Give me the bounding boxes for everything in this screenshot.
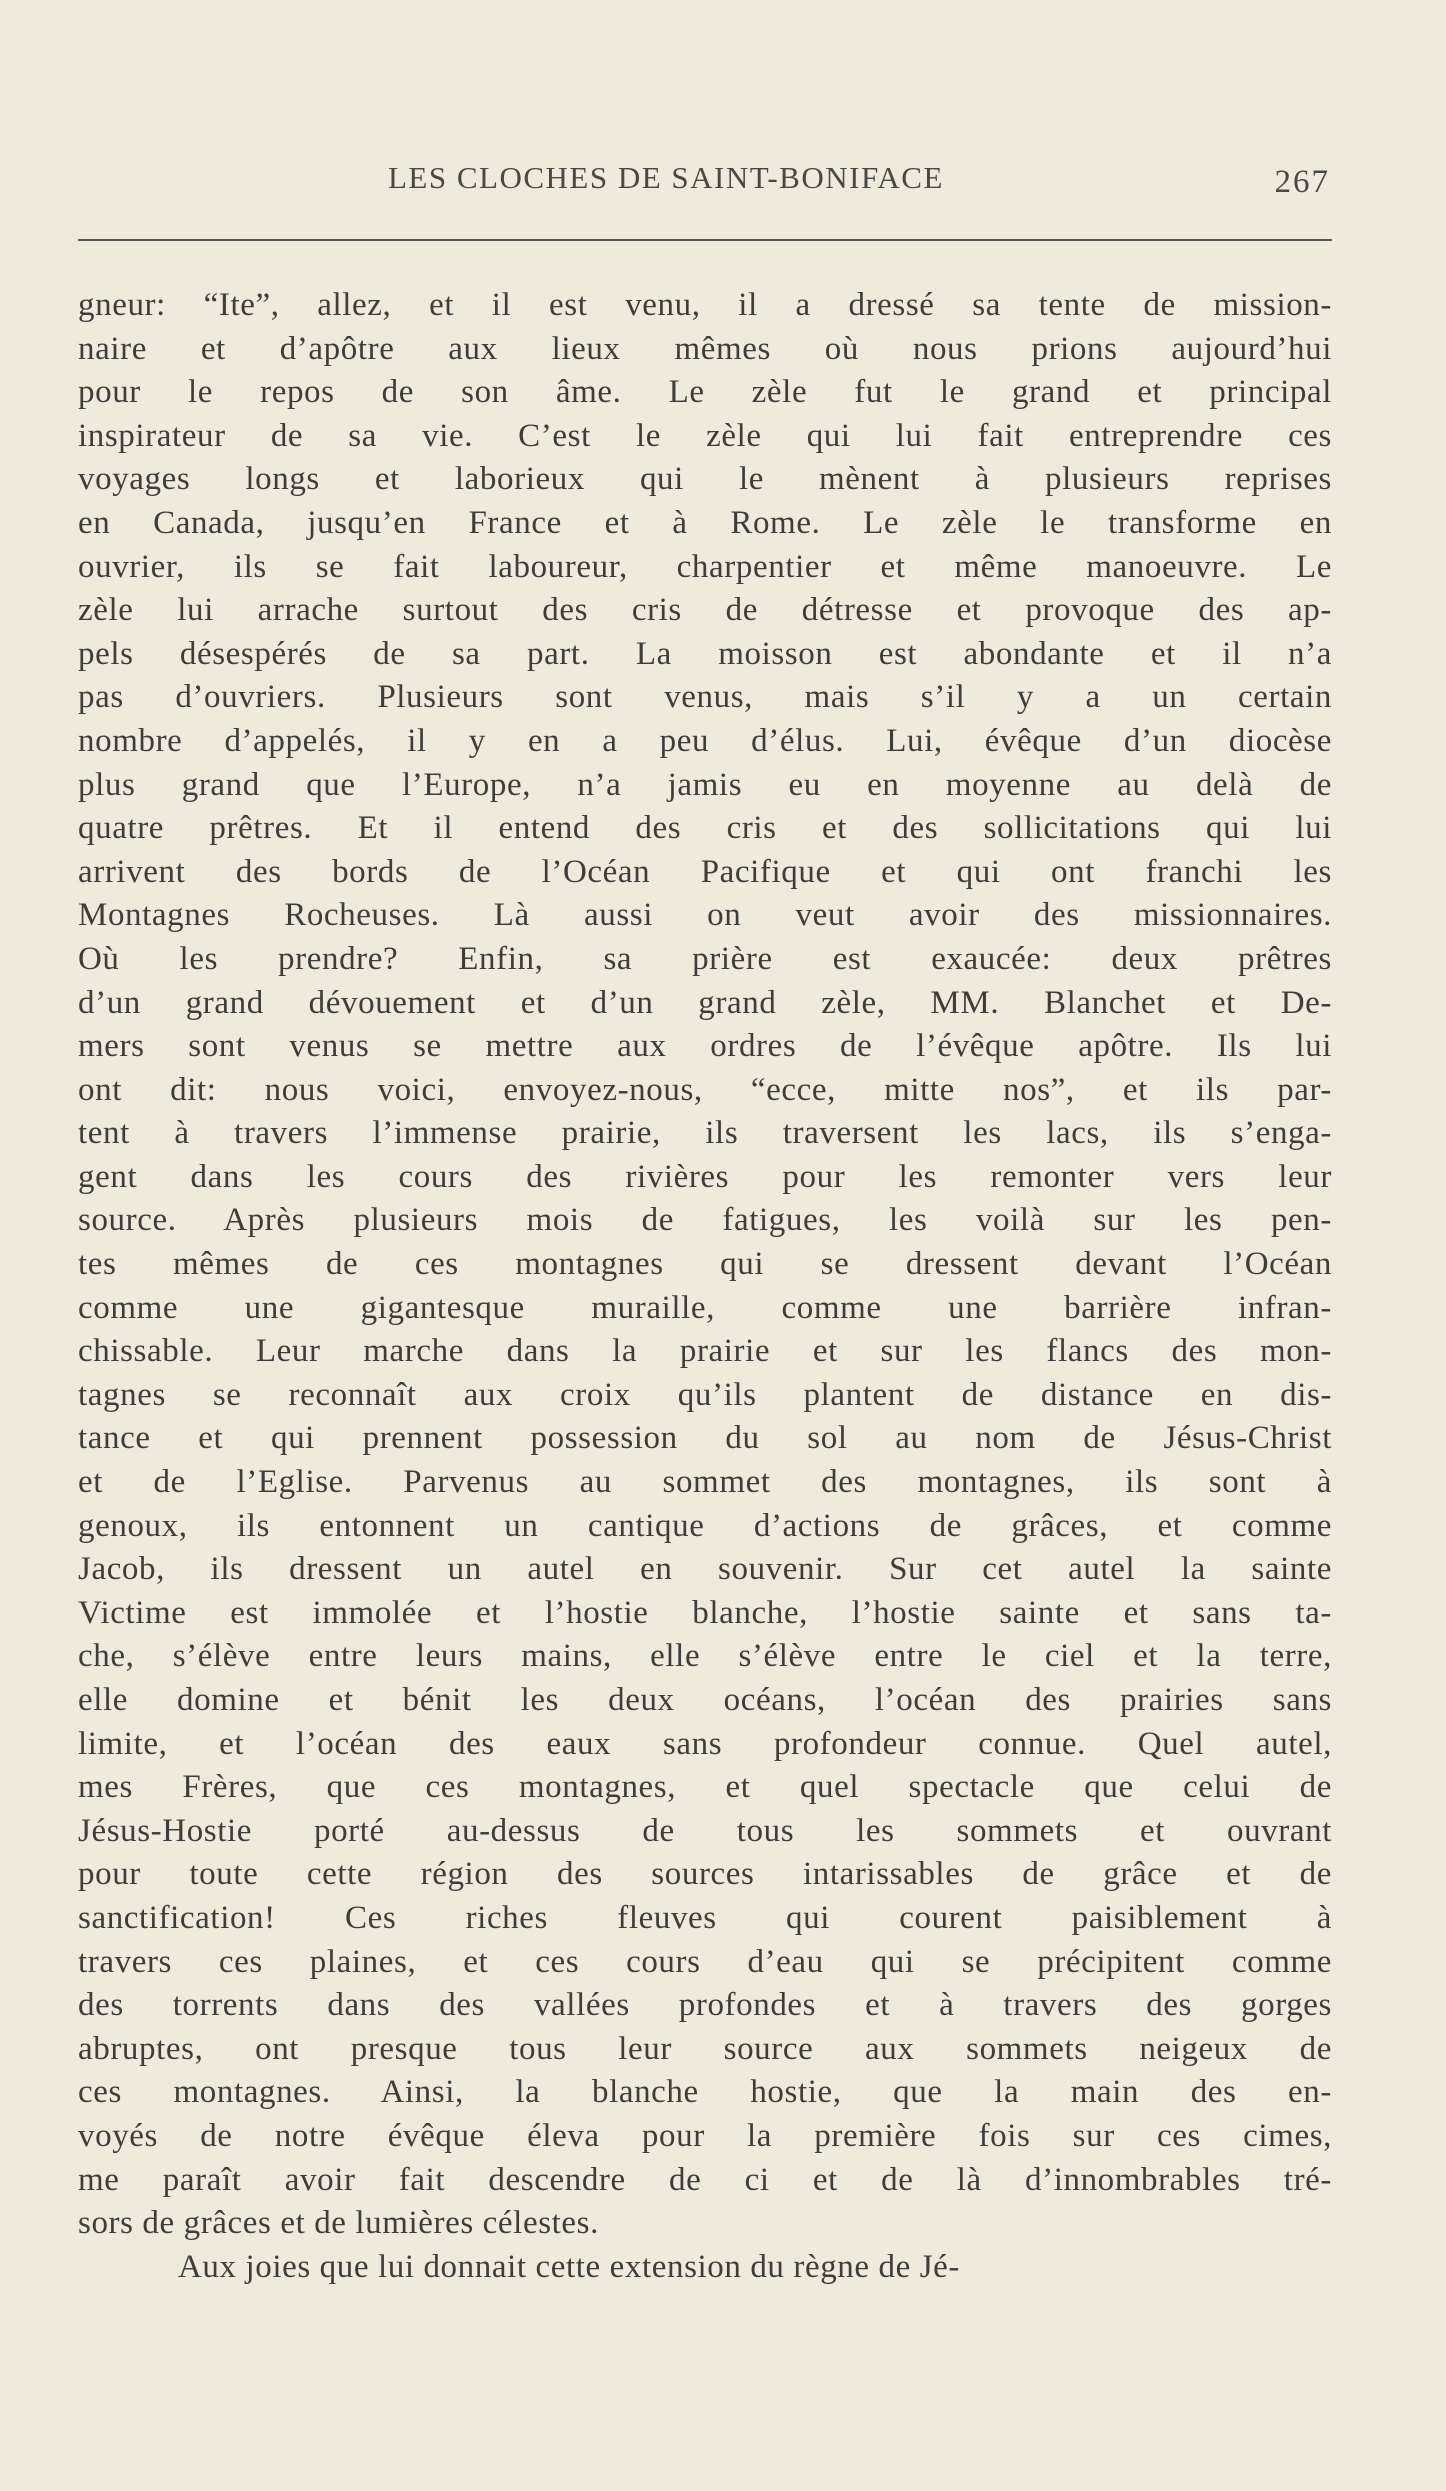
text-line: elle domine et bénit les deux océans, l’océan des prairies sans: [78, 1682, 1332, 1718]
text-line: gent dans les cours des rivières pour les remonter vers leur: [78, 1158, 1332, 1195]
text-line: plus grand que l’Europe, n’a jamis eu en moyenne au delà de: [78, 766, 1332, 803]
text-line: Jésus-Hostie porté au-dessus de tous les sommets et ouvrant: [78, 1812, 1332, 1849]
text-line: pels désespérés de sa part. La moisson est abondante et il n’a: [78, 635, 1332, 672]
text-line: travers ces plaines, et ces cours d’eau qui se précipitent comme: [78, 1943, 1332, 1980]
text-line: voyés de notre évêque éleva pour la première fois sur ces cimes,: [78, 2117, 1332, 2154]
text-line: d’un grand dévouement et d’un grand zèle, MM. Blanchet et De-: [78, 984, 1332, 1021]
text-line: gneur: “Ite”, allez, et il est venu, il a dressé sa tente de mission-: [78, 287, 1332, 323]
text-line: quatre prêtres. Et il entend des cris et des sollicitations qui lui: [78, 810, 1332, 847]
text-line: Où les prendre? Enfin, sa prière est exaucée: deux prêtres: [78, 940, 1332, 977]
text-line: comme une gigantesque muraille, comme une barrière infran-: [78, 1289, 1332, 1326]
text-line: tes mêmes de ces montagnes qui se dressent devant l’Océan: [78, 1246, 1332, 1283]
paragraph-end-line: sors de grâces et de lumières célestes.: [78, 2205, 599, 2242]
text-line: ouvrier, ils se fait laboureur, charpentier et même manoeuvre. Le: [78, 548, 1332, 585]
text-line: Montagnes Rocheuses. Là aussi on veut avoir des missionnaires.: [78, 897, 1332, 934]
text-line: arrivent des bords de l’Océan Pacifique et qui ont franchi les: [78, 853, 1332, 890]
text-line: ont dit: nous voici, envoyez-nous, “ecce, mitte nos”, et ils par-: [78, 1071, 1332, 1108]
text-line: che, s’élève entre leurs mains, elle s’élève entre le ciel et la terre,: [78, 1638, 1332, 1675]
text-line: mes Frères, que ces montagnes, et quel spectacle que celui de: [78, 1769, 1332, 1806]
text-line: tagnes se reconnaît aux croix qu’ils plantent de distance en dis-: [78, 1376, 1332, 1413]
text-line: Jacob, ils dressent un autel en souvenir. Sur cet autel la sainte: [78, 1551, 1332, 1588]
text-line: des torrents dans des vallées profondes et à travers des gorges: [78, 1987, 1332, 2024]
text-line: voyages longs et laborieux qui le mènent à plusieurs reprises: [78, 461, 1332, 498]
page-number: 267: [1274, 164, 1330, 200]
text-line: sanctification! Ces riches fleuves qui courent paisiblement à: [78, 1899, 1332, 1936]
text-line: limite, et l’océan des eaux sans profondeur connue. Quel autel,: [78, 1725, 1332, 1762]
text-line: nombre d’appelés, il y en a peu d’élus. Lui, évêque d’un diocèse: [78, 722, 1332, 759]
text-line: me paraît avoir fait descendre de ci et de là d’innombrables tré-: [78, 2161, 1332, 2198]
text-line: inspirateur de sa vie. C’est le zèle qui lui fait entreprendre ces: [78, 417, 1332, 454]
header-rule: [78, 239, 1332, 241]
body-text: [78, 284, 1332, 2289]
text-line: tance et qui prennent possession du sol au nom de Jésus-Christ: [78, 1420, 1332, 1457]
text-line: en Canada, jusqu’en France et à Rome. Le zèle le transforme en: [78, 504, 1332, 541]
text-line: et de l’Eglise. Parvenus au sommet des montagnes, ils sont à: [78, 1464, 1332, 1501]
text-line: Victime est immolée et l’hostie blanche, l’hostie sainte et sans ta-: [78, 1594, 1332, 1631]
text-line: genoux, ils entonnent un cantique d’actions de grâces, et comme: [78, 1507, 1332, 1544]
text-line: naire et d’apôtre aux lieux mêmes où nous prions aujourd’hui: [78, 330, 1332, 367]
text-line: source. Après plusieurs mois de fatigues, les voilà sur les pen-: [78, 1202, 1332, 1239]
text-line: pour toute cette région des sources intarissables de grâce et de: [78, 1856, 1332, 1893]
running-title: LES CLOCHES DE SAINT-BONIFACE: [388, 160, 944, 195]
text-line: abruptes, ont presque tous leur source aux sommets neigeux de: [78, 2030, 1332, 2067]
text-line: pour le repos de son âme. Le zèle fut le grand et principal: [78, 374, 1332, 411]
text-line: tent à travers l’immense prairie, ils traversent les lacs, ils s’enga-: [78, 1115, 1332, 1152]
page-header: [78, 160, 1332, 208]
text-line: ces montagnes. Ainsi, la blanche hostie, que la main des en-: [78, 2074, 1332, 2111]
text-line: pas d’ouvriers. Plusieurs sont venus, mais s’il y a un certain: [78, 679, 1332, 716]
text-line: mers sont venus se mettre aux ordres de l’évêque apôtre. Ils lui: [78, 1028, 1332, 1065]
text-line: zèle lui arrache surtout des cris de détresse et provoque des ap-: [78, 592, 1332, 629]
paragraph-start-line: Aux joies que lui donnait cette extension du règne de Jé-: [178, 2248, 960, 2285]
text-line: chissable. Leur marche dans la prairie et sur les flancs des mon-: [78, 1333, 1332, 1370]
